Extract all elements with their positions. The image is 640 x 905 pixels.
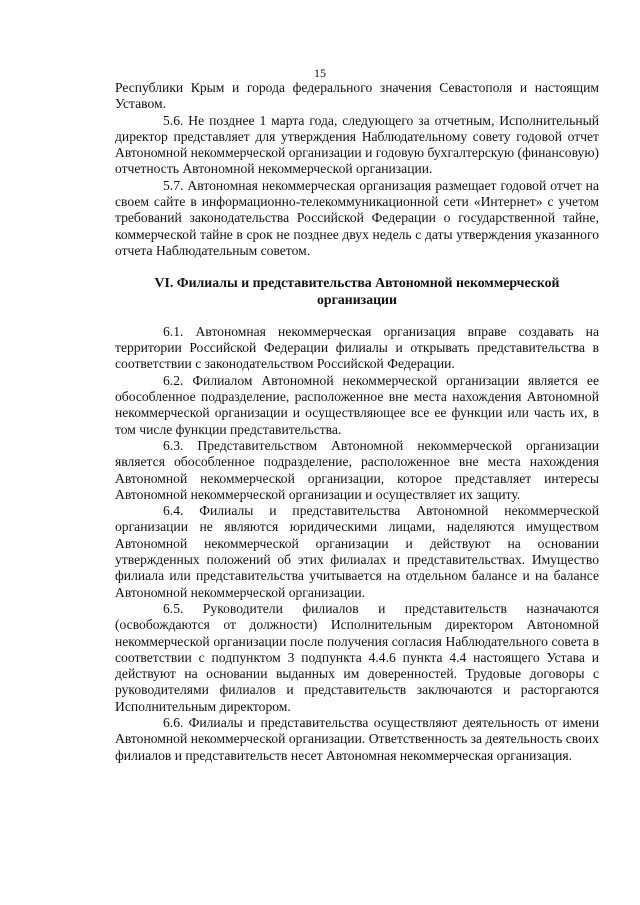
paragraph-5-6: 5.6. Не позднее 1 марта года, следующего за отчетным, Исполнительный директор представляет для утверждения Наблюдательному совету годовой отчет Автономной некоммерческой организации и годовую бухгалтерскую (финансовую) отчетность Автономной некоммерческой организации.	[115, 112, 599, 177]
paragraph-continuation: Республики Крым и города федерального значения Севастополя и настоящим Уставом.	[115, 80, 599, 112]
section-heading: VI. Филиалы и представительства Автономной некоммерческой организации	[154, 275, 560, 307]
paragraph-6-2: 6.2. Филиалом Автономной некоммерческой организации является ее обособленное подразделение, расположенное вне места нахождения Автономной некоммерческой организации и осуществляющее все ее функции или часть их, в том числе функции представительства.	[115, 372, 599, 437]
document-body	[115, 80, 599, 764]
paragraph-5-7: 5.7. Автономная некоммерческая организация размещает годовой отчет на своем сайте в информационно-телекоммуникационной сети «Интернет» с учетом требований законодательства Российской Федерации о государственной тайне, коммерческой тайне в срок не позднее двух недель с даты утверждения указанного отчета Наблюдательным советом.	[115, 177, 599, 258]
page-number: 15	[314, 66, 326, 80]
paragraph-6-1: 6.1. Автономная некоммерческая организация вправе создавать на территории Российской Федерации филиалы и открывать представительства в соответствии с законодательством Российской Федерации.	[115, 323, 599, 372]
paragraph-6-3: 6.3. Представительством Автономной некоммерческой организации является обособленное подразделение, расположенное вне места нахождения Автономной некоммерческой организации, которое представляет интересы Автономной некоммерческой организации и осуществляет их защиту.	[115, 437, 599, 502]
paragraph-6-4: 6.4. Филиалы и представительства Автономной некоммерческой организации не являются юридическими лицами, наделяются имуществом Автономной некоммерческой организации и действуют на основании утвержденных положений об этих филиалах и представительствах. Имущество филиала или представительства учитывается на отдельном балансе и на балансе Автономной некоммерческой организации.	[115, 503, 599, 600]
paragraph-6-6: 6.6. Филиалы и представительства осуществляют деятельность от имени Автономной некоммерческой организации. Ответственность за деятельность своих филиалов и представительств несет Автономная некоммерческая организация.	[115, 714, 599, 763]
paragraph-6-5: 6.5. Руководители филиалов и представительств назначаются (освобождаются от должности) Исполнительным директором Автономной некоммерческой организации после получения согласия Наблюдательного совета в соответствии с подпунктом 3 подпункта 4.4.6 пункта 4.4 настоящего Устава и действуют на основании выданных им доверенностей. Трудовые договоры с руководителями филиалов и представительств заключаются и расторгаются Исполнительным директором.	[115, 600, 599, 714]
